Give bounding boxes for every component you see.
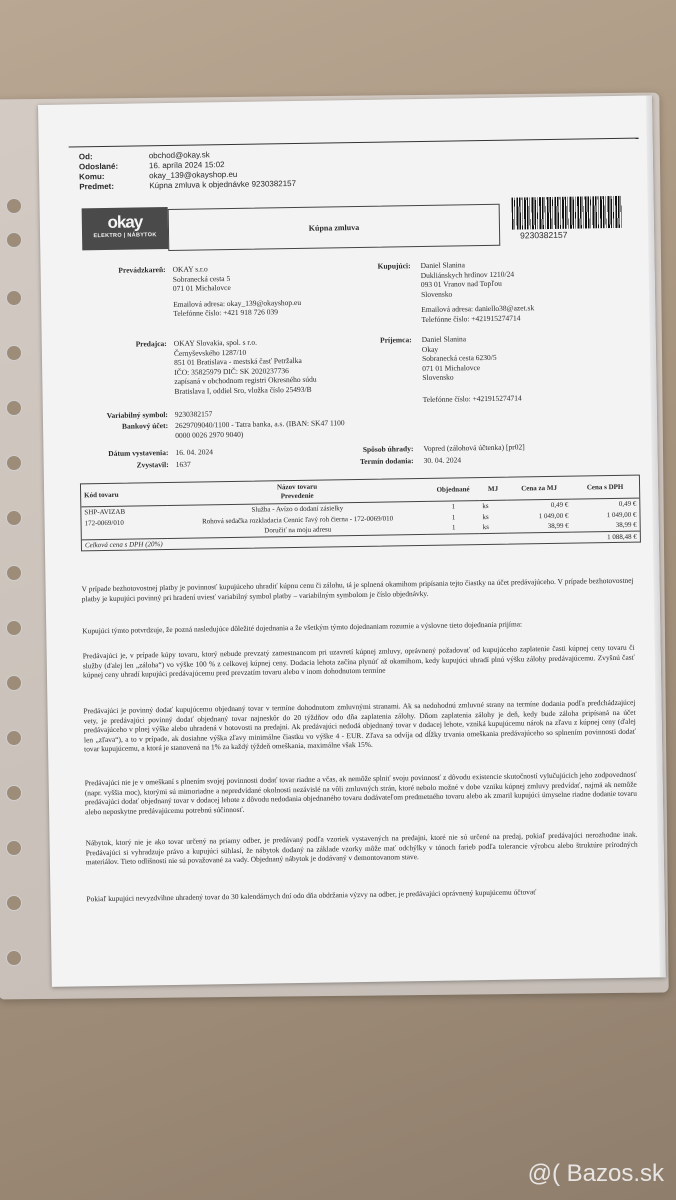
vendor-label: Predajca: [135, 339, 167, 349]
okay-logo [82, 207, 169, 250]
paragraph: V prípade bezhotovostnej platby je povinnosť kupujúceho uhradiť kúpnu cenu či zálohu, tá je splnená okamihom pripísania tejto čiastky na účet predávajúceho. V prípade bezhotovostnej platby je kupujúci povinný pri hradení uviesť variabilný symbol platby – variabilným symbolom je číslo objednávky. [81, 575, 634, 603]
recipient-line: Okay [421, 344, 439, 354]
row-total: 1 049,00 € [606, 510, 637, 519]
seller-label: Prevádzkareň: [118, 265, 166, 275]
recipient-line: 071 01 Michalovce [422, 362, 481, 373]
method-value: Vopred (zálohová účtenka) [pr02] [423, 442, 525, 453]
row-total: 38,99 € [615, 520, 637, 529]
paragraph: Predávajúci je povinný dodať kupujúcemu objednaný tovar v termíne dohodnutom zmluvnými stranami. Ak sa nedohodnú zmluvné strany na termíne dodania podľa predchádzajúcej vety, je predávajúci povinný dodať objednaný tovar najneskôr do 20 týždňov odo dňa zaplatenia zálohy. Dňom zaplatenia zálohy je deň, kedy bude záloha pripísaná na účet predávajúceho v plnej výške alebo uhradená v hotovosti na predajni. Ak predávajúci nedodá objednaný tovar v dodacej lehote, vzniká kupujúcemu nárok na zľavu z kúpnej ceny (ďalej len „zľava“), a to v prípade, ak dosiahne výška zľavy minimálne čiastku vo výške 4 - EUR. Zľava sa odvíja od dĺžky trvania omeškania predávajúceho so splnením povinnosti dodať tovar kupujúcemu, a ktorá je stanovená na 1% za každý týždeň omeškania, maximálne však 15%. [83, 697, 636, 754]
paragraph: Predávajúci nie je v omeškaní s plnením svojej povinnosti dodať tovar riadne a včas, ak nemôže splniť svoju povinnosť z dôvodu existencie skutočností vylučujúcich jeho zodpovednosť (napr. vyššia moc), ktorými sú mimoriadne a nepredvídané okolnosti nezávislé na vôli zmluvných strán, ktoré nebolo možné v dobe vzniku kúpnej zmluvy predvídať, najmä ak nemôže predávajúci dodať objednaný tovar v dodacej lehote z dôvodu nedodania objednaného tovaru dodávateľom predmetného tovaru alebo ak zmaril kupujúci úmyselne riadne dodanie tovaru alebo neposkytne predávajúcemu potrebnú súčinnosť. [84, 769, 637, 817]
header-rule [69, 138, 639, 148]
seller-line: 071 01 Michalovce [172, 282, 231, 293]
vs-value: 9230382157 [174, 409, 213, 419]
col-price: Cena za MJ [507, 477, 571, 501]
issued-value: 1637 [175, 459, 191, 469]
sent-label: Odoslané: [78, 161, 119, 172]
buyer-line: Dukliánskych hrdinov 1210/24 [420, 269, 515, 280]
paragraph: Pokiaľ kupujúci nevyzdvihne uhradený tovar do 30 kalendárnych dní odo dňa obdržania výzvy na odber, je predávajúci oprávnený kupujúcemu účtovať [86, 887, 537, 904]
delivery-label: Termín dodania: [359, 456, 414, 466]
col-name: Názov tovaru Prevedenie [167, 479, 427, 506]
row-price: 0,49 € [550, 500, 569, 509]
contract-page [38, 95, 666, 987]
row-qty: 1 [451, 502, 456, 511]
recipient-line: Daniel Slanina [421, 334, 467, 345]
seller-line: OKAY s.r.o [172, 264, 208, 274]
seller-block [173, 262, 354, 318]
row-qty: 1 [451, 512, 456, 522]
punch-hole [6, 290, 22, 306]
row-unit: ks [482, 522, 489, 532]
punch-hole [6, 345, 22, 361]
paragraph: Kupujúci týmto potvrdzuje, že pozná nasledujúce dôležité dojednania a že všetkým týmto dojednaniam rozumie a výslovne tieto dojednania prijíma: [82, 619, 523, 636]
order-table [80, 475, 641, 552]
issued-label: Zvystavil: [136, 459, 169, 470]
seller-line: Sobranecká cesta 5 [172, 273, 231, 284]
recipient-label: Príjemca: [380, 335, 412, 345]
buyer-block [420, 258, 621, 324]
row-price: 1 049,00 € [538, 511, 569, 520]
row-name: Doručiť na moju adresu [264, 525, 332, 535]
to-label: Komu: [79, 171, 105, 182]
recipient-block [422, 332, 623, 404]
vendor-line: Bratislava I, oddiel Sro, vložka číslo 25493/B [174, 384, 312, 396]
date-value: 16. 04. 2024 [175, 447, 214, 457]
delivery-value: 30. 04. 2024 [423, 455, 462, 465]
from-value: obchod@okay.sk [148, 150, 210, 161]
vendor-line: 851 01 Bratislava - mestská časť Petržalka [173, 355, 302, 367]
punch-hole [6, 675, 22, 691]
bank-value: 2629709040/1100 - Tatra banka, a.s. (IBAN: SK47 1100 0000 0026 2970 9040) [174, 418, 345, 440]
barcode-number: 9230382157 [520, 229, 568, 241]
vendor-line: Černyševského 1287/10 [173, 347, 247, 358]
email-header [79, 149, 296, 192]
vendor-line: IČO: 35825979 DIČ: SK 2020237736 [174, 365, 289, 377]
punch-hole [6, 565, 22, 581]
buyer-label: Kupujúci: [377, 261, 411, 271]
subject-value: Kúpna zmluva k objednávke 9230382157 [149, 178, 297, 191]
seller-email: Emailová adresa: okay_139@okayshop.eu [173, 297, 302, 309]
bazos-watermark: @( Bazos.sk [527, 1160, 664, 1187]
buyer-email: Emailová adresa: daniello38@azet.sk [421, 303, 535, 315]
punch-hole [6, 730, 22, 746]
row-unit: ks [482, 501, 489, 511]
punch-hole [6, 400, 22, 416]
total-value: 1 088,48 € [607, 532, 637, 541]
vs-label: Variabilný symbol: [106, 409, 168, 420]
col-qty: Objednané [427, 478, 479, 501]
buyer-line: Daniel Slanina [420, 260, 466, 271]
punch-hole [6, 232, 22, 248]
row-price: 38,99 € [547, 521, 569, 531]
barcode [512, 196, 622, 230]
seller-phone: Telefónne číslo: +421 918 726 039 [173, 307, 279, 318]
recipient-line: Slovensko [422, 372, 454, 382]
logo-brand: okay [107, 212, 143, 232]
vendor-line: zapísaná v obchodnom registri Okresného súdu [174, 374, 317, 386]
subject-label: Predmet: [79, 181, 115, 192]
punch-hole [6, 950, 22, 966]
buyer-line: Slovensko [420, 289, 453, 299]
punch-hole [6, 895, 22, 911]
row-total: 0,49 € [618, 499, 637, 508]
punch-hole [6, 840, 22, 856]
to-value: okay_139@okayshop.eu [149, 169, 238, 181]
document-title: Kúpna zmluva [168, 204, 501, 251]
logo-subtitle: ELEKTRO | NÁBYTOK [93, 232, 157, 240]
from-label: Od: [78, 152, 93, 162]
total-label: Celková cena s DPH (20%) [84, 539, 163, 549]
punch-hole [6, 510, 22, 526]
row-unit: ks [482, 512, 489, 521]
bank-label: Bankový účet: [121, 420, 169, 431]
row-name: Služba - Avízo o dodaní zásielky [251, 504, 344, 514]
method-label: Spôsob úhrady: [362, 444, 414, 454]
sent-value: 16. apríla 2024 15:02 [148, 160, 225, 171]
row-code: SHP-AVIZAB [84, 507, 126, 517]
punch-hole [6, 455, 22, 471]
col-total: Cena s DPH [571, 476, 639, 500]
paragraph: Nábytok, ktorý nie je ako tovar určený na priamy odber, je predávaný podľa vzoriek vystavených na predajni, ktoré nie sú určené na predaj, pokiaľ predávajúci nerozhodne inak. Predávajúci si vyhradzuje právo a kupujúci súhlasí, že nábytok dodaný na základe vzorky môže mať odchýlky v tónoch farieb podľa tolerancie výrobcu alebo štruktúre prírodných materiálov. Tieto odlišnosti nie sú považované za vady. Objednaný nábytok je dodávaný v demontovanom stave. [85, 829, 638, 867]
row-code: 172-0069/010 [84, 518, 124, 527]
col-unit: MJ [479, 478, 507, 501]
punch-hole [6, 620, 22, 636]
buyer-line: 093 01 Vranov nad Topľou [420, 278, 502, 290]
punch-hole [6, 785, 22, 801]
buyer-phone: Telefónne číslo: +421915274714 [421, 312, 521, 324]
recipient-phone: Telefónne číslo: +421915274714 [422, 392, 522, 404]
paragraph: Predávajúci je, v prípade kúpy tovaru, ktorý nebude prevzatý zamestnancom pri uzavretí kúpnej zmluvy, oprávnený požadovať od kupujúceho zaplatenie časti kúpnej ceny tovaru či služby (ďalej len „záloha“) vo výške 100 % z celkovej kúpnej ceny. Dodacia lehota začína plynúť až okamihom, kedy kupujúci uhradí plnú výšku zálohy predávajúcemu. Zvyšnú časť kúpnej ceny uhradí kupujúci predávajúcemu pred prevzatím tovaru alebo v inom dohodnutom termíne [82, 642, 635, 680]
vendor-line: OKAY Slovakia, spol. s r.o. [173, 337, 258, 348]
recipient-line: Sobranecká cesta 6230/5 [421, 352, 497, 363]
row-name: Rohová sedačka rozkladacia Cennic ľavý roh čierna - 172-0069/010 [201, 513, 394, 525]
col-code: Kód tovaru [81, 483, 167, 507]
punch-hole [6, 198, 22, 214]
row-qty: 1 [451, 523, 456, 532]
date-label: Dátum vystavenia: [108, 447, 169, 458]
